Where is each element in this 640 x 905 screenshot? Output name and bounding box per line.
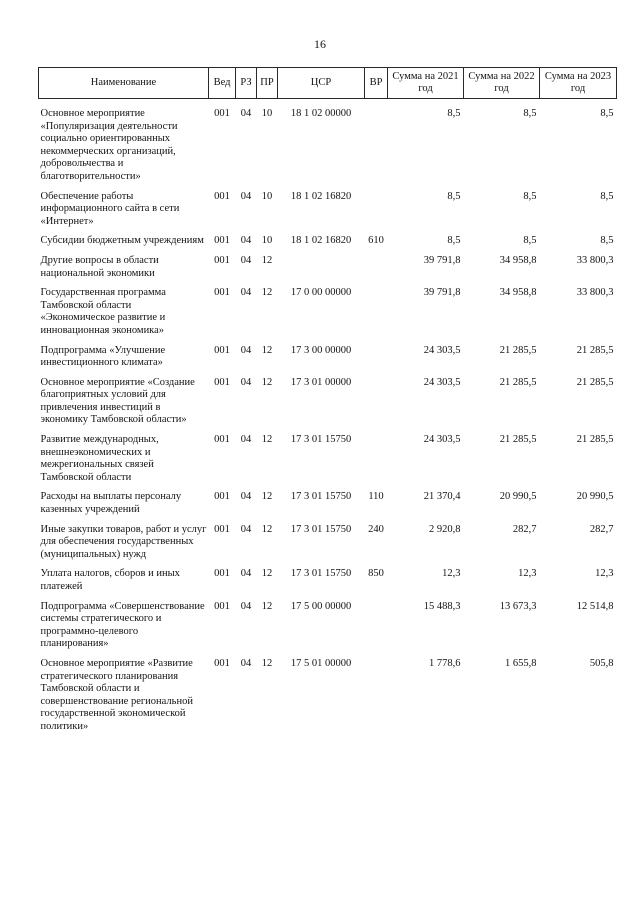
row-sum-2022: 34 958,8 (499, 254, 537, 266)
row-name: Основное мероприятие «Развитие стратегического планирования Тамбовской области и совершенствование региональной государственной экономической политики» (40, 657, 193, 732)
row-sum-2022: 8,5 (523, 190, 537, 202)
row-ved: 001 (214, 254, 230, 266)
row-sum-2023: 21 285,5 (576, 376, 614, 388)
row-name: Развитие международных, внешнеэкономических и межрегиональных связей Тамбовской области (40, 434, 159, 483)
row-sum-2022: 21 285,5 (499, 434, 537, 446)
row-sum-2023: 21 285,5 (576, 434, 614, 446)
row-csr: 17 5 00 00000 (290, 600, 352, 612)
row-vr (365, 601, 388, 658)
row-rz: 04 (240, 657, 252, 669)
row-sum-2023: 33 800,3 (576, 287, 614, 299)
row-pr: 10 (261, 108, 273, 119)
row-sum-2022: 34 958,8 (499, 287, 537, 299)
row-sum-2023: 12,3 (595, 568, 614, 580)
row-pr: 12 (261, 434, 273, 446)
header-name: Наименование (39, 68, 209, 99)
row-csr: 17 0 00 00000 (290, 287, 352, 299)
row-pr: 12 (261, 657, 273, 669)
row-vr (365, 658, 388, 741)
row-vr: 850 (368, 568, 384, 580)
row-rz: 04 (240, 491, 252, 503)
row-pr: 10 (261, 235, 273, 247)
row-ved: 001 (214, 657, 230, 669)
row-sum-2022: 20 990,5 (499, 491, 537, 503)
row-sum-2022: 13 673,3 (499, 600, 537, 612)
row-name: Подпрограмма «Улучшение инвестиционного климата» (40, 344, 166, 369)
row-rz: 04 (240, 254, 252, 266)
row-rz: 04 (240, 287, 252, 299)
row-csr: 17 5 01 00000 (290, 657, 352, 669)
table-row (39, 99, 617, 191)
table-row (39, 491, 617, 523)
row-ved: 001 (214, 523, 230, 535)
row-sum-2021: 12,3 (442, 568, 461, 580)
row-sum-2023: 20 990,5 (576, 491, 614, 503)
row-rz: 04 (240, 235, 252, 247)
row-ved: 001 (214, 190, 230, 202)
row-vr (365, 191, 388, 236)
row-csr (278, 255, 365, 287)
page-number: 16 (314, 37, 326, 51)
budget-table (38, 67, 617, 741)
table-row (39, 287, 617, 344)
header-sum-2023: Сумма на 2023 год (540, 68, 617, 99)
row-ved: 001 (214, 568, 230, 580)
row-csr: 18 1 02 16820 (290, 235, 352, 247)
header-sum-2022: Сумма на 2022 год (464, 68, 540, 99)
row-csr: 17 3 01 00000 (290, 376, 352, 388)
row-ved: 001 (214, 376, 230, 388)
row-rz: 04 (240, 600, 252, 612)
row-name: Обеспечение работы информационного сайта в сети «Интернет» (40, 190, 180, 227)
row-rz: 04 (240, 344, 252, 356)
row-pr: 12 (261, 600, 273, 612)
row-ved: 001 (214, 434, 230, 446)
row-pr: 12 (261, 254, 273, 266)
row-sum-2023: 8,5 (600, 108, 614, 119)
table-row (39, 255, 617, 287)
row-sum-2021: 24 303,5 (423, 434, 461, 446)
row-vr (365, 377, 388, 434)
row-rz: 04 (240, 523, 252, 535)
row-sum-2023: 8,5 (600, 190, 614, 202)
row-name: Основное мероприятие «Популяризация деятельности социально ориентированных некоммерческих организаций, добровольчества и благотворительности» (40, 108, 178, 182)
row-sum-2023: 282,7 (589, 523, 614, 535)
row-name: Основное мероприятие «Создание благоприятных условий для привлечения инвестиций в экономику Тамбовской области» (40, 376, 195, 426)
row-csr: 17 3 01 15750 (290, 491, 352, 503)
row-sum-2022: 21 285,5 (499, 344, 537, 356)
row-sum-2021: 24 303,5 (423, 344, 461, 356)
table-row (39, 658, 617, 741)
row-sum-2021: 8,5 (447, 190, 461, 202)
row-pr: 10 (261, 190, 273, 202)
table-row (39, 345, 617, 377)
table-row (39, 191, 617, 236)
row-name: Субсидии бюджетным учреждениям (40, 235, 204, 247)
row-name: Иные закупки товаров, работ и услуг для обеспечения государственных (муниципальных) нужд (40, 523, 207, 560)
row-sum-2021: 8,5 (447, 235, 461, 247)
row-sum-2022: 8,5 (523, 108, 537, 119)
header-sum-2021: Сумма на 2021 год (388, 68, 464, 99)
row-sum-2021: 39 791,8 (423, 287, 461, 299)
header-ved: Вед (209, 68, 236, 99)
row-sum-2022: 282,7 (512, 523, 537, 535)
row-sum-2023: 33 800,3 (576, 254, 614, 266)
header-rz: РЗ (236, 68, 257, 99)
row-vr: 240 (368, 523, 384, 535)
row-ved: 001 (214, 491, 230, 503)
row-name: Подпрограмма «Совершенствование системы стратегического и программно-целевого планирования» (40, 600, 205, 650)
row-sum-2021: 21 370,4 (423, 491, 461, 503)
row-pr: 12 (261, 287, 273, 299)
row-csr: 18 1 02 00000 (290, 108, 352, 119)
row-sum-2023: 8,5 (600, 235, 614, 247)
table-row (39, 377, 617, 434)
row-pr: 12 (261, 491, 273, 503)
table-row (39, 524, 617, 569)
row-csr: 17 3 01 15750 (290, 523, 352, 535)
row-name: Расходы на выплаты персоналу казенных учреждений (40, 491, 182, 516)
row-sum-2022: 21 285,5 (499, 376, 537, 388)
row-sum-2023: 505,8 (589, 657, 614, 669)
row-sum-2023: 12 514,8 (576, 600, 614, 612)
row-ved: 001 (214, 287, 230, 299)
row-ved: 001 (214, 344, 230, 356)
table-header-row (39, 68, 617, 99)
row-pr: 12 (261, 376, 273, 388)
row-vr: 610 (368, 235, 384, 247)
row-pr: 12 (261, 523, 273, 535)
row-name: Государственная программа Тамбовской области «Экономическое развитие и инновационная экономика» (40, 287, 166, 336)
row-sum-2021: 24 303,5 (423, 376, 461, 388)
row-csr: 17 3 01 15750 (290, 568, 352, 580)
header-pr: ПР (257, 68, 278, 99)
row-vr (365, 434, 388, 491)
row-pr: 12 (261, 568, 273, 580)
table-row (39, 601, 617, 658)
row-vr (365, 287, 388, 344)
row-ved: 001 (214, 235, 230, 247)
table-row (39, 434, 617, 491)
row-ved: 001 (214, 600, 230, 612)
row-rz: 04 (240, 568, 252, 580)
row-pr: 12 (261, 344, 273, 356)
row-vr (365, 99, 388, 191)
row-sum-2022: 1 655,8 (505, 657, 537, 669)
row-sum-2021: 1 778,6 (429, 657, 461, 669)
row-sum-2022: 12,3 (518, 568, 537, 580)
row-vr (365, 345, 388, 377)
header-csr: ЦСР (278, 68, 365, 99)
row-rz: 04 (240, 376, 252, 388)
row-sum-2021: 39 791,8 (423, 254, 461, 266)
row-ved: 001 (214, 108, 230, 119)
row-sum-2023: 21 285,5 (576, 344, 614, 356)
table-row (39, 568, 617, 600)
header-vr: ВР (365, 68, 388, 99)
row-name: Уплата налогов, сборов и иных платежей (40, 568, 180, 592)
row-name: Другие вопросы в области национальной экономики (40, 254, 159, 279)
row-vr: 110 (368, 491, 384, 503)
row-rz: 04 (240, 190, 252, 202)
row-vr (365, 255, 388, 287)
row-sum-2021: 15 488,3 (423, 600, 461, 612)
row-csr: 17 3 01 15750 (290, 434, 352, 446)
row-sum-2021: 2 920,8 (429, 523, 461, 535)
row-sum-2022: 8,5 (523, 235, 537, 247)
row-sum-2021: 8,5 (447, 108, 461, 119)
table-row (39, 235, 617, 255)
row-csr: 18 1 02 16820 (290, 190, 352, 202)
row-rz: 04 (240, 108, 252, 119)
row-rz: 04 (240, 434, 252, 446)
row-csr: 17 3 00 00000 (290, 344, 352, 356)
